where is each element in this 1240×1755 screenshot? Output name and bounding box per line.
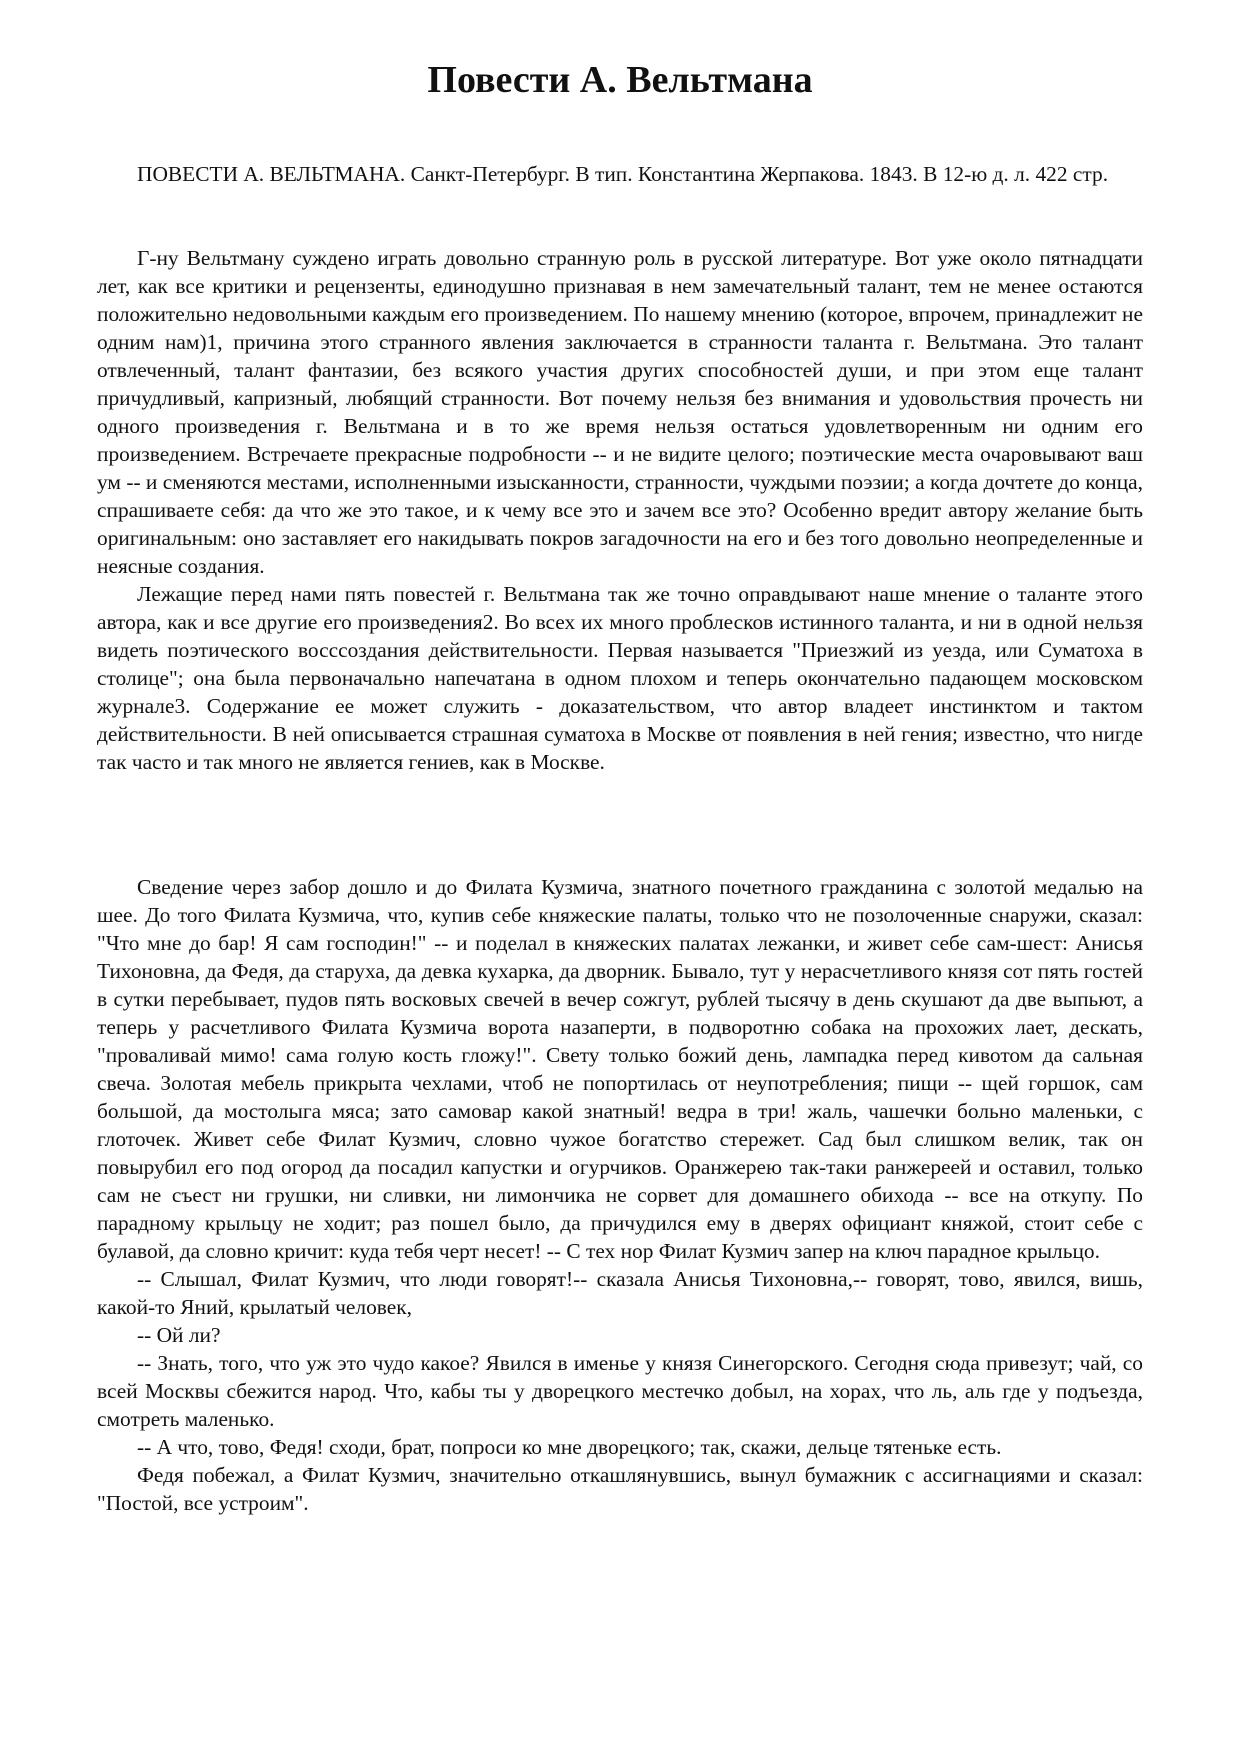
page-title: Повести А. Вельтмана	[427, 59, 813, 101]
review-text	[97, 244, 1143, 776]
excerpt-dialogue-2: -- Ой ли?	[137, 1323, 221, 1347]
review-paragraph-2: Лежащие перед нами пять повестей г. Вельтмана так же точно оправдывают наше мнение о таланте этого автора, как и все другие его произведения2. Во всех их много проблесков истинного таланта, и ни в одной нельзя видеть поэтического восссоздания действительности. Первая называется "Приезжий из уезда, или Суматоха в столице"; она была первоначально напечатана в одном плохом и теперь окончательно падающем московском журнале3. Содержание ее может служить - доказательством, что автор владеет инстинктом и тактом действительности. В ней описывается страшная суматоха в Москве от появления в ней гения; известно, что нигде так часто и так много не является гениев, как в Москве.	[97, 582, 1143, 774]
excerpt-dialogue-1: -- Слышал, Филат Кузмич, что люди говорят!-- сказала Анисья Тихоновна,-- говорят, тово, явился, вишь, какой-то Яний, крылатый человек,	[97, 1267, 1143, 1319]
review-paragraph-1: Г-ну Вельтману суждено играть довольно странную роль в русской литературе. Вот уже около пятнадцати лет, как все критики и рецензенты, единодушно признавая в нем замечательный талант, тем не менее остаются положительно недовольными каждым его произведением. По нашему мнению (которое, впрочем, принадлежит не одним нам)1, причина этого странного явления заключается в странности таланта г. Вельтмана. Это талант отвлеченный, талант фантазии, без всякого участия других способностей души, и при этом еще талант причудливый, капризный, любящий странности. Вот почему нельзя без внимания и удовольствия прочесть ни одного произведения г. Вельтмана и в то же время нельзя остаться удовлетворенным ни одним его произведением. Встречаете прекрасные подробности -- и не видите целого; поэтические места очаровывают ваш ум -- и сменяются местами, исполненными изысканности, странности, чуждыми поэзии; а когда дочтете до конца, спрашиваете себя: да что же это такое, и к чему все это и зачем все это? Особенно вредит автору желание быть оригинальным: оно заставляет его накидывать покров загадочности на его и без того довольно неопределенные и неясные создания.	[97, 246, 1143, 578]
story-excerpt	[97, 873, 1143, 1517]
excerpt-paragraph-last: Федя побежал, а Филат Кузмич, значительно откашлянувшись, вынул бумажник с ассигнациями и сказал: "Постой, все устроим".	[97, 1463, 1143, 1515]
excerpt-dialogue-3: -- Знать, того, что уж это чудо какое? Явился в именье у князя Синегорского. Сегодня сюда привезут; чай, со всей Москвы сбежится народ. Что, кабы ты у дворецкого местечко добыл, на хорах, что ль, аль где у подъезда, смотреть маленько.	[97, 1351, 1143, 1431]
excerpt-paragraph-1: Сведение через забор дошло и до Филата Кузмича, знатного почетного гражданина с золотой медалью на шее. До того Филата Кузмича, что, купив себе княжеские палаты, только что не позолоченные снаружи, сказал: "Что мне до бар! Я сам господин!" -- и поделал в княжеских палатах лежанки, и живет себе сам-шест: Анисья Тихоновна, да Федя, да старуха, да девка кухарка, да дворник. Бывало, тут у нерасчетливого князя сот пять гостей в сутки перебывает, пудов пять восковых свечей в вечер сожгут, рублей тысячу в день скушают да две выпьют, а теперь у расчетливого Филата Кузмича ворота назаперти, в подворотню собака на прохожих лает, дескать, "проваливай мимо! сама голую кость гложу!". Свету только божий день, лампадка перед кивотом да сальная свеча. Золотая мебель прикрыта чехлами, чтоб не попортилась от неупотребления; пищи -- щей горшок, сам большой, да мостолыга мяса; зато самовар какой знатный! ведра в три! жаль, чашечки больно маленьки, с глоточек. Живет себе Филат Кузмич, словно чужое богатство стережет. Сад был слишком велик, так он повырубил его под огород да посадил капустки и огурчиков. Оранжерею так-таки ранжереей и оставил, только сам не съест ни грушки, ни сливки, ни лимончика не сорвет для домашнего обихода -- все на откупу. По парадному крыльцу не ходит; раз пошел было, да причудился ему в дверях официант княжой, стоит себе с булавой, да словно кричит: куда тебя черт несет! -- С тех нор Филат Кузмич запер на ключ парадное крыльцо.	[97, 875, 1143, 1263]
excerpt-dialogue-4: -- А что, тово, Федя! сходи, брат, попроси ко мне дворецкого; так, скажи, дельце тятеньке есть.	[137, 1435, 1002, 1459]
bibliographic-imprint	[97, 160, 1143, 188]
imprint-paragraph: ПОВЕСТИ А. ВЕЛЬТМАНА. Санкт-Петербург. В тип. Константина Жерпакова. 1843. В 12-ю д. л. 422 стр.	[137, 162, 1109, 186]
